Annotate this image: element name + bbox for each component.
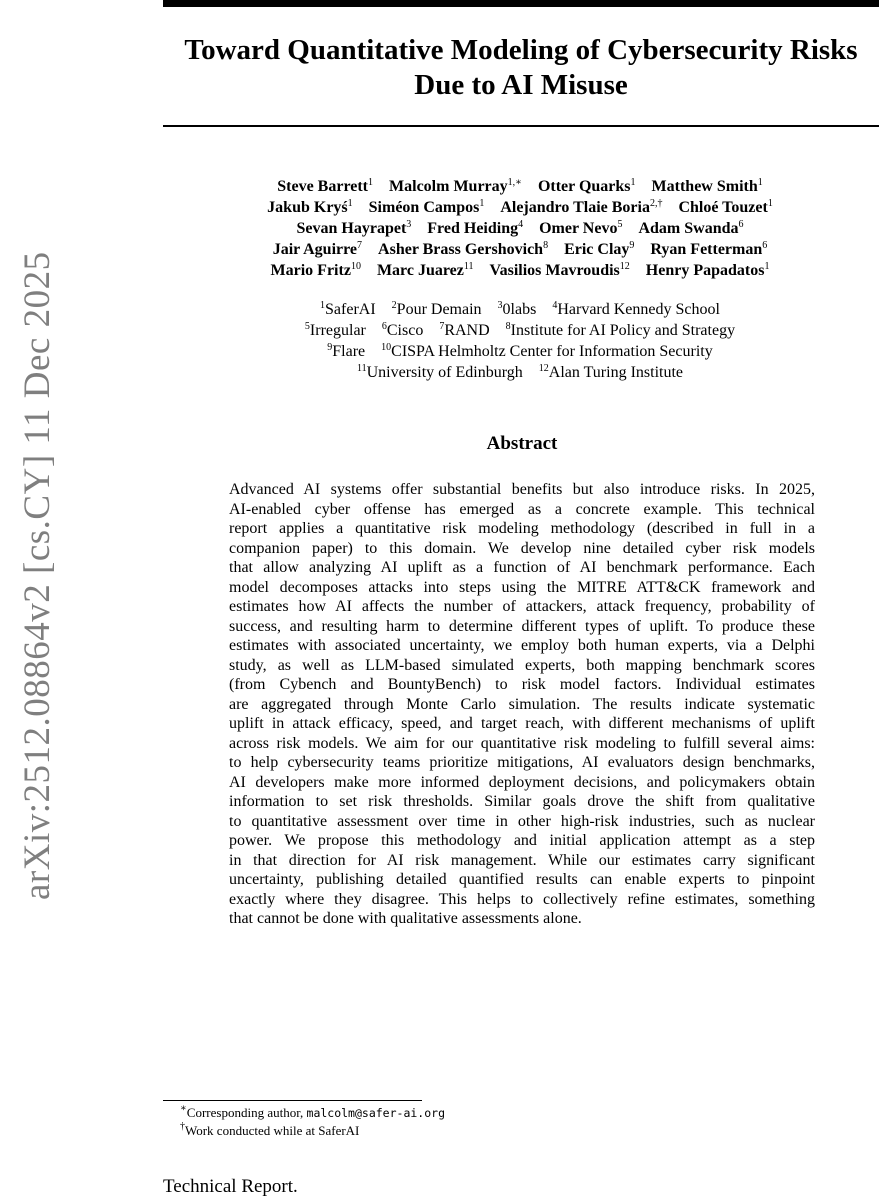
author-affiliation-mark: 1 — [767, 198, 773, 209]
author-name — [277, 178, 373, 195]
affiliation-name: 0labs — [502, 301, 537, 318]
affiliation — [382, 322, 423, 339]
author-name-text: Alejandro Tlaie Boria — [500, 199, 650, 216]
author-name — [267, 199, 352, 216]
author-name-text: Jair Aguirre — [272, 241, 358, 258]
affiliation-number: 6 — [381, 321, 387, 332]
footnote-mark: ∗ — [180, 1103, 187, 1114]
abstract-line: power. We propose this methodology and initial application attempt as a step — [229, 832, 815, 849]
affiliation-name: Harvard Kennedy School — [557, 301, 720, 318]
author-affiliation-mark: 12 — [619, 261, 630, 272]
affiliation-number: 7 — [439, 321, 445, 332]
affiliation — [357, 364, 523, 381]
author-name — [564, 241, 634, 258]
title-bottom-rule — [163, 125, 879, 127]
author-row — [200, 239, 840, 260]
abstract-line: across risk models. We aim for our quantitative risk modeling to fulfill several aims: — [229, 734, 815, 752]
author-name — [389, 178, 522, 195]
author-affiliation-mark: 6 — [762, 240, 768, 251]
author-affiliation-mark: 1 — [764, 261, 770, 272]
abstract-line: study, as well as LLM-based simulated experts, both mapping benchmark scores — [229, 656, 815, 674]
author-affiliation-mark: 1 — [479, 198, 485, 209]
abstract-line: Advanced AI systems offer substantial benefits but also introduce risks. In 2025, — [229, 481, 815, 498]
author-row — [200, 176, 840, 197]
author-name — [490, 262, 630, 279]
author-name-text: Henry Papadatos — [645, 262, 765, 279]
author-name-text: Matthew Smith — [651, 178, 758, 195]
affiliation — [305, 322, 366, 339]
author-affiliation-mark: 2,† — [649, 198, 663, 209]
affiliation — [439, 322, 489, 339]
affiliation-number: 12 — [538, 363, 549, 374]
abstract-line: model decomposes attacks into steps using the MITRE ATT&CK framework and — [229, 578, 815, 596]
affiliation — [552, 301, 720, 318]
affiliation-list — [200, 299, 840, 383]
affiliation-row — [200, 320, 840, 341]
author-name-text: Omer Nevo — [539, 220, 618, 237]
affiliation-name: Alan Turing Institute — [548, 364, 683, 381]
email-link[interactable]: malcolm@safer-ai.org — [306, 1106, 445, 1120]
author-affiliation-mark: 8 — [543, 240, 549, 251]
author-name-text: Otter Quarks — [537, 178, 631, 195]
author-name-text: Jakub Kryś — [267, 199, 348, 216]
author-name-text: Vasilios Mavroudis — [489, 262, 620, 279]
affiliation-name: CISPA Helmholtz Center for Information Security — [391, 343, 713, 360]
abstract-line: are aggregated through Monte Carlo simulation. The results indicate systematic — [229, 695, 815, 713]
footnote-text: Corresponding author, — [186, 1105, 307, 1120]
author-name-text: Steve Barrett — [277, 178, 369, 195]
affiliation-name: Flare — [332, 343, 366, 360]
author-name-text: Ryan Fetterman — [650, 241, 763, 258]
abstract-line: that allow analyzing AI uplift as a function of AI benchmark performance. Each — [229, 559, 815, 576]
author-name — [678, 199, 772, 216]
author-affiliation-mark: 3 — [406, 219, 412, 230]
author-affiliation-mark: 1 — [630, 177, 636, 188]
affiliation-number: 8 — [505, 321, 511, 332]
top-rule — [163, 0, 879, 7]
author-name-text: Fred Heiding — [427, 220, 519, 237]
abstract-line: in that direction for AI risk management. While our estimates carry significant — [229, 851, 815, 869]
affiliation — [392, 301, 482, 318]
author-affiliation-mark: 1 — [757, 177, 763, 188]
footnote-work — [180, 1122, 445, 1140]
abstract-line: estimates with associated uncertainty, we employ both human experts, via a Delphi — [229, 637, 815, 654]
abstract-line: success, and resulting harm to determine different types of uplift. To produce these — [229, 617, 815, 635]
author-name — [539, 220, 622, 237]
author-row — [200, 197, 840, 218]
abstract-line: companion paper) to this domain. We develop nine detailed cyber risk models — [229, 539, 815, 557]
affiliation — [320, 301, 376, 318]
author-name — [369, 199, 485, 216]
affiliation — [327, 343, 365, 360]
affiliation-name: Irregular — [309, 322, 366, 339]
author-affiliation-mark: 5 — [617, 219, 623, 230]
title-line-2: Due to AI Misuse — [414, 69, 628, 101]
author-affiliation-mark: 1 — [347, 198, 353, 209]
author-affiliation-mark: 9 — [629, 240, 635, 251]
author-name-text: Chloé Touzet — [678, 199, 768, 216]
abstract-line: to quantitative assessment over time in other high-risk industries, such as nuclear — [229, 812, 815, 830]
paper-title — [163, 33, 879, 103]
affiliation-name: RAND — [444, 322, 490, 339]
author-affiliation-mark: 7 — [357, 240, 363, 251]
abstract-line: AI developers make more informed deployment decisions, and policymakers obtain — [229, 773, 815, 791]
affiliation-name: Cisco — [386, 322, 424, 339]
abstract-line: report applies a quantitative risk modeling methodology (described in full in a — [229, 520, 815, 537]
footnote-text: Work conducted while at SaferAI — [185, 1123, 360, 1138]
author-name — [378, 241, 548, 258]
abstract-heading: Abstract — [486, 433, 558, 454]
abstract-line: estimates how AI affects the number of attackers, attack frequency, probability of — [229, 598, 815, 615]
author-name-text: Asher Brass Gershovich — [378, 241, 544, 258]
author-name-text: Eric Clay — [564, 241, 630, 258]
affiliation-name: Institute for AI Policy and Strategy — [510, 322, 736, 339]
author-name-text: Mario Fritz — [270, 262, 351, 279]
affiliation-number: 9 — [327, 342, 333, 353]
author-name — [273, 241, 362, 258]
footnote-rule — [163, 1100, 422, 1101]
affiliation-name: Pour Demain — [396, 301, 482, 318]
affiliation — [506, 322, 735, 339]
footnote-corresponding — [180, 1104, 445, 1122]
author-name-text: Adam Swanda — [638, 220, 739, 237]
author-name-text: Sevan Hayrapet — [296, 220, 407, 237]
abstract-line: (from Cybench and BountyBench) to risk model factors. Individual estimates — [229, 676, 815, 693]
author-name — [646, 262, 770, 279]
affiliation — [498, 301, 537, 318]
abstract-line: uplift in attack efficacy, speed, and target reach, with different mechanisms of uplift — [229, 715, 815, 732]
affiliation — [539, 364, 683, 381]
author-affiliation-mark: 1 — [368, 177, 374, 188]
author-name — [427, 220, 523, 237]
abstract-line: to help cybersecurity teams prioritize mitigations, AI evaluators design benchmarks, — [229, 754, 815, 771]
abstract-line: exactly where they disagree. This helps to collectively refine estimates, something — [229, 890, 815, 908]
abstract-line: that cannot be done with qualitative assessments alone. — [229, 910, 582, 927]
abstract-line: AI-enabled cyber offense has emerged as a concrete example. This technical — [229, 500, 815, 518]
affiliation-row — [200, 362, 840, 383]
author-name-text: Siméon Campos — [368, 199, 480, 216]
author-name-text: Malcolm Murray — [389, 178, 508, 195]
affiliation-number: 3 — [497, 300, 503, 311]
technical-report-label: Technical Report. — [163, 1176, 298, 1197]
affiliation-row — [200, 341, 840, 362]
affiliation-number: 2 — [391, 300, 397, 311]
affiliation-number: 10 — [381, 342, 392, 353]
title-line-1: Toward Quantitative Modeling of Cybersecurity Risks — [184, 34, 858, 66]
author-name — [271, 262, 361, 279]
author-affiliation-mark: 4 — [518, 219, 524, 230]
abstract-body — [229, 480, 815, 929]
affiliation-number: 11 — [356, 363, 367, 374]
footnotes — [180, 1104, 445, 1140]
footnote-mark: † — [180, 1121, 185, 1132]
author-name — [377, 262, 474, 279]
affiliation-name: University of Edinburgh — [366, 364, 523, 381]
author-name — [650, 241, 767, 258]
affiliation-row — [200, 299, 840, 320]
author-name — [500, 199, 662, 216]
affiliation-number: 1 — [320, 300, 326, 311]
author-row — [200, 218, 840, 239]
abstract-line: information to set risk thresholds. Similar goals drove the shift from qualitative — [229, 793, 815, 810]
affiliation-name: SaferAI — [325, 301, 376, 318]
author-affiliation-mark: 6 — [738, 219, 744, 230]
author-affiliation-mark: 1,∗ — [507, 177, 522, 188]
author-name — [297, 220, 412, 237]
author-list — [200, 176, 840, 281]
author-affiliation-mark: 11 — [463, 261, 474, 272]
affiliation-number: 4 — [552, 300, 558, 311]
author-name-text: Marc Juarez — [376, 262, 464, 279]
abstract-line: uncertainty, publishing detailed quantified results can enable experts to pinpoint — [229, 871, 815, 888]
author-name — [638, 220, 743, 237]
affiliation-number: 5 — [304, 321, 310, 332]
arxiv-identifier: arXiv:2512.08864v2 [cs.CY] 11 Dec 2025 — [17, 251, 58, 900]
affiliation — [381, 343, 713, 360]
author-name — [652, 178, 763, 195]
author-affiliation-mark: 10 — [350, 261, 361, 272]
author-row — [200, 260, 840, 281]
author-name — [538, 178, 636, 195]
